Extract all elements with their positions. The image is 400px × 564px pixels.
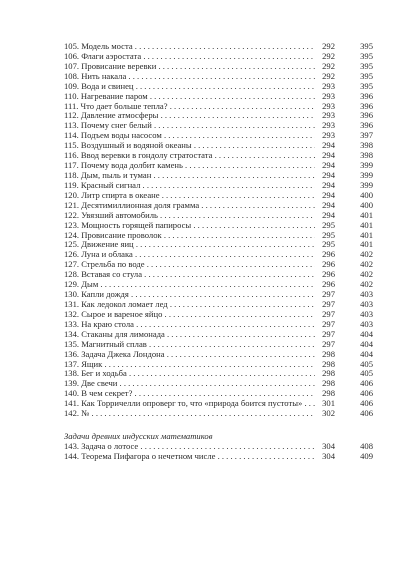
toc-entry-title: 106. Флаги аэростата . . . — [64, 52, 315, 62]
toc-entry-problem-page: 294 — [322, 209, 335, 220]
toc-entry-problem-page: 297 — [322, 289, 335, 300]
toc-entry — [64, 169, 373, 181]
toc-entry-answer-page: 401 — [360, 239, 373, 250]
toc-entry-answer-page: 399 — [360, 169, 373, 180]
toc-entry-title: 143. Задача о лотосе . . . — [64, 442, 315, 452]
toc-entry-problem-page: 294 — [322, 199, 335, 210]
toc-entry-answer-page: 395 — [360, 60, 373, 71]
toc-entry-problem-page: 298 — [322, 368, 335, 379]
toc-entry-title: 113. Почему снег белый . . . — [64, 121, 315, 131]
toc-entry — [64, 289, 373, 300]
toc-entry-answer-page: 396 — [360, 120, 373, 131]
toc-entry-problem-page: 295 — [322, 219, 335, 230]
toc-entry — [64, 298, 373, 310]
toc-entry-title: 120. Литр спирта в океане . . . — [64, 191, 315, 201]
toc-entry-title: 140. В чем секрет? . . . — [64, 389, 315, 399]
toc-entry — [64, 189, 373, 201]
toc-entry-answer-page: 402 — [360, 259, 373, 270]
toc-entry-title: 111. Что дает больше тепла? . . . — [64, 102, 315, 112]
toc-entry — [64, 90, 373, 102]
toc-entry — [64, 269, 373, 280]
toc-entry-title: 132. Сырое и вареное яйцо . . . — [64, 310, 315, 320]
toc-main-list — [64, 41, 373, 419]
toc-entry-answer-page: 404 — [360, 328, 373, 339]
toc-entry — [64, 41, 373, 52]
toc-entry-title: 110. Нагревание паром . . . — [64, 92, 315, 102]
toc-entry-title: 118. Дым, пыль и туман . . . — [64, 171, 315, 181]
toc-entry-problem-page: 292 — [322, 70, 335, 81]
toc-entry — [64, 259, 373, 270]
toc-entry-title: 134. Стаканы для лимонада . . . — [64, 330, 315, 340]
toc-entry — [64, 80, 373, 92]
toc-entry-problem-page: 297 — [322, 298, 335, 309]
toc-entry-problem-page: 298 — [322, 378, 335, 389]
toc-entry-title: 133. На краю стола . . . — [64, 320, 315, 330]
toc-entry — [64, 130, 373, 141]
toc-entry-answer-page: 403 — [360, 318, 373, 329]
toc-entry-title: 125. Движение яиц . . . — [64, 240, 315, 250]
toc-entry — [64, 120, 373, 131]
toc-entry — [64, 388, 373, 399]
toc-entry — [64, 239, 373, 250]
toc-entry — [64, 160, 373, 171]
toc-entry-answer-page: 395 — [360, 80, 373, 91]
toc-entry-problem-page: 296 — [322, 269, 335, 280]
toc-entry-answer-page: 406 — [360, 388, 373, 399]
toc-entry — [64, 199, 373, 211]
toc-entry-problem-page: 297 — [322, 338, 335, 349]
toc-entry-answer-page: 402 — [360, 249, 373, 260]
toc-entry-title: 144. Теорема Пифагора о нечетном числе . . . — [64, 452, 315, 462]
toc-entry — [64, 338, 373, 350]
toc-entry — [64, 229, 373, 241]
toc-entry — [64, 398, 373, 409]
toc-entry-answer-page: 403 — [360, 289, 373, 300]
toc-entry-answer-page: 401 — [360, 229, 373, 240]
toc-entry-title: 116. Ввод веревки в гондолу стратостата . . . — [64, 151, 315, 161]
toc-entry-problem-page: 295 — [322, 239, 335, 250]
toc-entry-answer-page: 400 — [360, 199, 373, 210]
toc-entry — [64, 408, 373, 419]
toc-entry-problem-page: 293 — [322, 120, 335, 131]
toc-entry-answer-page: 408 — [360, 441, 373, 452]
toc-entry-answer-page: 404 — [360, 338, 373, 349]
toc-entry-answer-page: 406 — [360, 378, 373, 389]
toc-entry — [64, 249, 373, 260]
toc-entry-answer-page: 399 — [360, 160, 373, 171]
section-gap — [64, 419, 349, 431]
toc-entry-answer-page: 402 — [360, 279, 373, 290]
toc-entry — [64, 100, 373, 112]
toc-entry — [64, 328, 373, 340]
toc-entry — [64, 209, 373, 221]
toc-entry — [64, 450, 373, 462]
toc-entry-answer-page: 400 — [360, 189, 373, 200]
toc-entry-title: 135. Магнитный сплав . . . — [64, 340, 315, 350]
toc-entry-answer-page: 401 — [360, 219, 373, 230]
toc-entry-problem-page: 297 — [322, 308, 335, 319]
toc-section-list — [64, 441, 373, 462]
toc-entry-answer-page: 395 — [360, 50, 373, 61]
toc-entry — [64, 179, 373, 191]
toc-entry — [64, 279, 373, 290]
toc-entry-problem-page: 296 — [322, 249, 335, 260]
toc-entry-problem-page: 295 — [322, 229, 335, 240]
toc-entry-title: 114. Подъем воды насосом . . . — [64, 131, 315, 141]
toc-entry-title: 105. Модель моста . . . — [64, 42, 315, 52]
toc-entry-title: 119. Красный сигнал . . . — [64, 181, 315, 191]
toc-entry-answer-page: 396 — [360, 110, 373, 121]
toc-entry-answer-page: 402 — [360, 269, 373, 280]
toc-entry-answer-page: 405 — [360, 358, 373, 369]
section-heading: Задачи древних индусских математиков — [64, 431, 213, 442]
toc-entry-problem-page: 294 — [322, 189, 335, 200]
toc-entry-problem-page: 298 — [322, 358, 335, 369]
toc-entry-problem-page: 294 — [322, 140, 335, 151]
toc-entry-title: 141. Как Торричелли опроверг то, что «природа боится пустоты» . . . — [64, 399, 315, 409]
toc-entry-problem-page: 293 — [322, 80, 335, 91]
toc-entry-answer-page: 404 — [360, 348, 373, 359]
toc-entry-title: 128. Вставая со стула . . . — [64, 270, 315, 280]
toc-entry-answer-page: 398 — [360, 150, 373, 161]
toc-entry — [64, 70, 373, 82]
toc-entry — [64, 378, 373, 389]
toc-entry-problem-page: 293 — [322, 130, 335, 141]
toc-entry-problem-page: 294 — [322, 179, 335, 190]
toc-entry-title: 138. Бег и ходьба . . . — [64, 369, 315, 379]
toc-entry-problem-page: 297 — [322, 318, 335, 329]
toc-entry-problem-page: 294 — [322, 160, 335, 171]
table-of-contents — [64, 41, 373, 462]
toc-entry — [64, 368, 373, 379]
toc-entry-title: 130. Капли дождя . . . — [64, 290, 315, 300]
toc-entry-problem-page: 293 — [322, 90, 335, 101]
toc-entry-title: 139. Две свечи . . . — [64, 379, 315, 389]
toc-entry — [64, 219, 373, 231]
toc-entry-problem-page: 292 — [322, 41, 335, 51]
toc-entry-answer-page: 405 — [360, 368, 373, 379]
toc-entry-title: 109. Вода и свинец . . . — [64, 82, 315, 92]
toc-entry — [64, 348, 373, 360]
toc-entry-title: 137. Ящик . . . — [64, 360, 315, 370]
toc-entry-answer-page: 406 — [360, 408, 373, 419]
toc-entry-problem-page: 297 — [322, 328, 335, 339]
toc-entry-problem-page: 298 — [322, 388, 335, 399]
toc-entry-answer-page: 399 — [360, 179, 373, 190]
toc-entry-title: 121. Десятимиллионная доля грамма . . . — [64, 201, 315, 211]
toc-entry-problem-page: 296 — [322, 279, 335, 290]
toc-entry-title: 142. № . . . — [64, 409, 315, 419]
toc-entry-title: 127. Стрельба по воде . . . — [64, 260, 315, 270]
toc-entry-title: 136. Задача Джека Лондона . . . — [64, 350, 315, 360]
toc-entry-problem-page: 304 — [322, 441, 335, 452]
toc-entry-answer-page: 398 — [360, 140, 373, 151]
toc-entry-answer-page: 406 — [360, 398, 373, 409]
toc-entry-problem-page: 304 — [322, 450, 335, 461]
toc-entry-title: 107. Провисание веревки . . . — [64, 62, 315, 72]
toc-entry — [64, 318, 373, 330]
toc-entry-problem-page: 294 — [322, 150, 335, 161]
toc-entry-answer-page: 397 — [360, 130, 373, 141]
toc-entry-title: 131. Как ледокол ломает лед . . . — [64, 300, 315, 310]
toc-entry — [64, 140, 373, 151]
toc-entry — [64, 358, 373, 370]
toc-entry-answer-page: 395 — [360, 41, 373, 51]
toc-entry-answer-page: 403 — [360, 298, 373, 309]
toc-entry-problem-page: 292 — [322, 60, 335, 71]
toc-entry-answer-page: 396 — [360, 90, 373, 101]
toc-entry-title: 126. Луна и облака . . . — [64, 250, 315, 260]
toc-entry — [64, 308, 373, 320]
toc-entry-answer-page: 409 — [360, 450, 373, 461]
toc-entry-title: 112. Давление атмосферы . . . — [64, 111, 315, 121]
toc-entry-problem-page: 292 — [322, 50, 335, 61]
toc-entry-problem-page: 293 — [322, 110, 335, 121]
toc-entry-answer-page: 395 — [360, 70, 373, 81]
toc-entry-problem-page: 296 — [322, 259, 335, 270]
toc-entry-title: 117. Почему вода долбит камень . . . — [64, 161, 315, 171]
toc-entry — [64, 441, 373, 452]
toc-entry-title: 123. Мощность горящей папиросы . . . — [64, 221, 315, 231]
toc-entry-problem-page: 294 — [322, 169, 335, 180]
toc-entry-answer-page: 403 — [360, 308, 373, 319]
toc-entry — [64, 60, 373, 72]
toc-entry-title: 108. Нить накала . . . — [64, 72, 315, 82]
toc-entry-problem-page: 298 — [322, 348, 335, 359]
toc-entry-problem-page: 293 — [322, 100, 335, 111]
toc-entry — [64, 110, 373, 121]
toc-entry-title: 115. Воздушный и водяной океаны . . . — [64, 141, 315, 151]
toc-entry-title: 129. Дым . . . — [64, 280, 315, 290]
toc-entry-problem-page: 302 — [322, 408, 335, 419]
toc-entry — [64, 150, 373, 161]
toc-entry-answer-page: 396 — [360, 100, 373, 111]
toc-entry-answer-page: 401 — [360, 209, 373, 220]
toc-entry-problem-page: 301 — [322, 398, 335, 409]
toc-entry — [64, 50, 373, 62]
toc-entry-title: 124. Провисание проволок . . . — [64, 231, 315, 241]
toc-entry-title: 122. Увязший автомобиль . . . — [64, 211, 315, 221]
